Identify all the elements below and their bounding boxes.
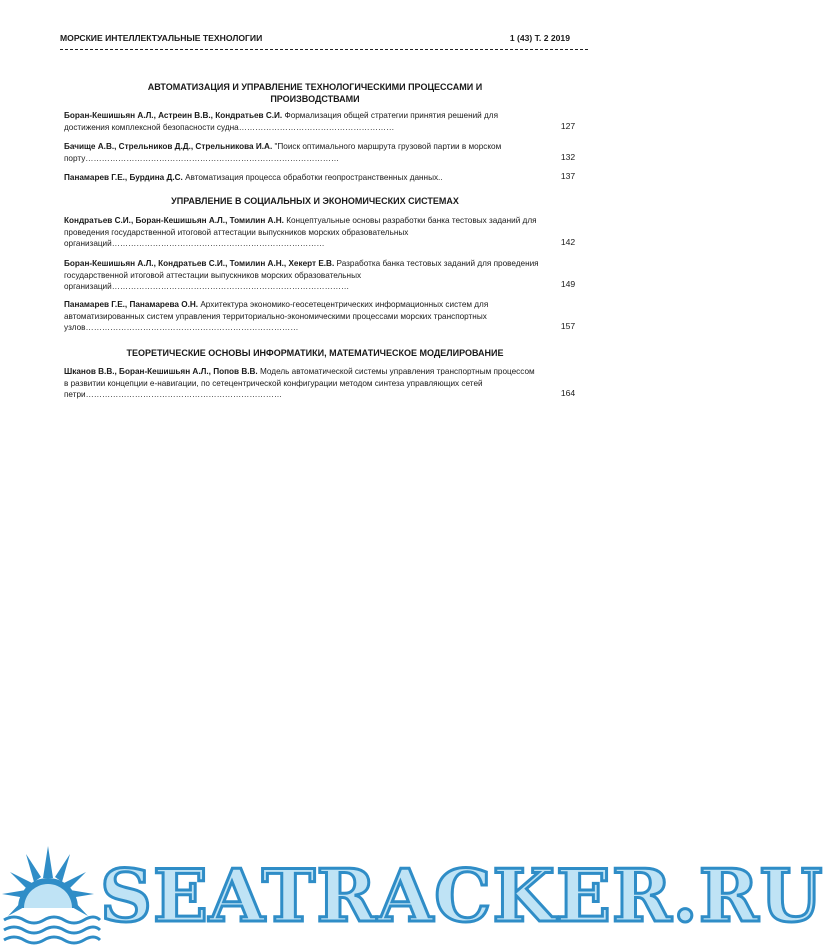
- sun-logo-icon: [0, 838, 100, 946]
- section-title-line: ТЕОРЕТИЧЕСКИЕ ОСНОВЫ ИНФОРМАТИКИ, МАТЕМАТИЧЕСКОЕ МОДЕЛИРОВАНИЕ: [126, 348, 504, 358]
- entry-title: Формализация общей стратегии принятия решений для достижения комплексной безопасности судна…………………………………………………: [64, 111, 498, 132]
- entry-authors: Панамарев Г.Е., Панамарева О.Н.: [64, 300, 199, 309]
- entry-title: Автоматизация процесса обработки геопространственных данных..: [185, 173, 443, 182]
- section-title-line: АВТОМАТИЗАЦИЯ И УПРАВЛЕНИЕ ТЕХНОЛОГИЧЕСКИМИ ПРОЦЕССАМИ И: [147, 82, 483, 92]
- entry-page-number[interactable]: 164: [560, 388, 576, 398]
- entry-title: Концептуальные основы разработки банка тестовых заданий для проведения государственной итоговой аттестации выпускников морских образовательных организаций……………………………………………………………………: [64, 216, 537, 248]
- running-header: [60, 33, 570, 45]
- entry-page-number[interactable]: 142: [560, 237, 576, 247]
- section-title-line: ПРОИЗВОДСТВАМИ: [270, 94, 360, 104]
- entry-page-number[interactable]: 149: [560, 279, 576, 289]
- entry-page-number[interactable]: 137: [560, 171, 576, 181]
- section-title-informatics: [60, 347, 570, 359]
- toc-entry[interactable]: [64, 366, 541, 401]
- section-title-line: УПРАВЛЕНИЕ В СОЦИАЛЬНЫХ И ЭКОНОМИЧЕСКИХ СИСТЕМАХ: [171, 196, 459, 206]
- section-title-automation: [60, 81, 570, 105]
- toc-entry[interactable]: [64, 215, 541, 250]
- entry-title: Разработка банка тестовых заданий для проведения государственной итоговой аттестации выпускников морских образовательных организаций……………………………………………………………………………: [64, 259, 539, 291]
- entry-page-number[interactable]: 132: [560, 152, 576, 162]
- entry-authors: Бачище А.В., Стрельников Д.Д., Стрельникова И.А.: [64, 142, 273, 151]
- entry-authors: Боран-Кешишьян А.Л., Астреин В.В., Кондратьев С.И.: [64, 111, 283, 120]
- entry-page-number[interactable]: 127: [560, 121, 576, 131]
- section-title-social-economic: [60, 195, 570, 207]
- toc-entry[interactable]: [64, 141, 541, 164]
- entry-title: "Поиск оптимального маршрута грузовой партии в морском порту…………………………………………………………………………………: [64, 142, 502, 163]
- journal-title: МОРСКИЕ ИНТЕЛЛЕКТУАЛЬНЫЕ ТЕХНОЛОГИИ: [60, 33, 263, 43]
- toc-entry[interactable]: [64, 172, 541, 184]
- entry-page-number[interactable]: 157: [560, 321, 576, 331]
- header-divider: [60, 49, 588, 50]
- entry-title: Архитектура экономико-геосетецентрических информационных систем для автоматизированных систем управления территориально-экономическими процессами морских транспортных узлов……………………………………………………………………: [64, 300, 489, 332]
- watermark: [0, 838, 823, 946]
- entry-authors: Панамарев Г.Е., Бурдина Д.С.: [64, 173, 183, 182]
- entry-authors: Кондратьев С.И., Боран-Кешишьян А.Л., Томилин А.Н.: [64, 216, 284, 225]
- toc-entry[interactable]: [64, 110, 541, 133]
- entry-title: Модель автоматической системы управления транспортным процессом в развитии концепции е-навигации, по сетецентрической конфигурации методом синтеза управляющих сетей петри………………………………………………………………: [64, 367, 535, 399]
- toc-entry[interactable]: [64, 258, 541, 293]
- entry-authors: Боран-Кешишьян А.Л., Кондратьев С.И., Томилин А.Н., Хекерт Е.В.: [64, 259, 335, 268]
- issue-number: 1 (43) Т. 2 2019: [509, 33, 570, 43]
- toc-entry[interactable]: [64, 299, 541, 334]
- watermark-text: SEATRACKER.RU: [100, 853, 823, 938]
- entry-authors: Шканов В.В., Боран-Кешишьян А.Л., Попов В.В.: [64, 367, 258, 376]
